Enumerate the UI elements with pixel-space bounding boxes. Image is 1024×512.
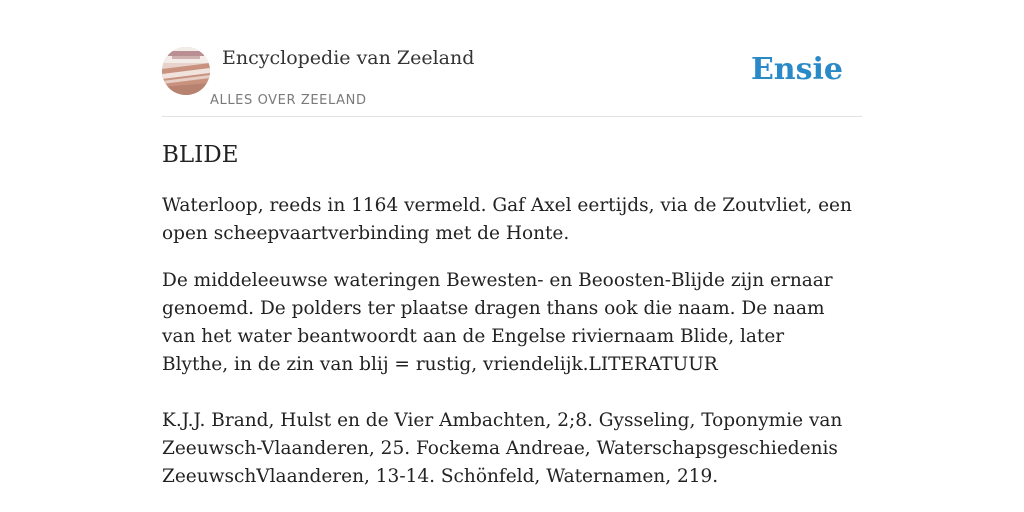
- site-title[interactable]: Encyclopedie van Zeeland: [222, 47, 475, 69]
- article: [162, 138, 862, 491]
- brand-logo[interactable]: Ensie: [750, 52, 843, 87]
- site-subtitle: ALLES OVER ZEELAND: [210, 93, 367, 108]
- literature-references: K.J.J. Brand, Hulst en de Vier Ambachten, 2;8. Gysseling, Toponymie van Zeeuwsch-Vlaanderen, 25. Fockema Andreae, Waterschapsgeschiedenis ZeeuwschVlaanderen, 13-14. Schönfeld, Waternamen, 219.: [162, 410, 843, 487]
- article-title: BLIDE: [162, 142, 239, 168]
- article-paragraph: Waterloop, reeds in 1164 vermeld. Gaf Axel eertijds, via de Zoutvliet, een open scheepvaartverbinding met de Honte.: [162, 195, 852, 244]
- article-paragraph: De middeleeuwse wateringen Bewesten- en Beoosten-Blijde zijn ernaar genoemd. De polders ter plaatse dragen thans ook die naam. De naam van het water beantwoordt aan de Engelse riviernaam Blide, later Blythe, in de zin van blij = rustig, vriendelijk.LITERATUUR: [162, 270, 833, 375]
- site-header: [162, 44, 862, 117]
- book-avatar-icon[interactable]: [162, 47, 210, 95]
